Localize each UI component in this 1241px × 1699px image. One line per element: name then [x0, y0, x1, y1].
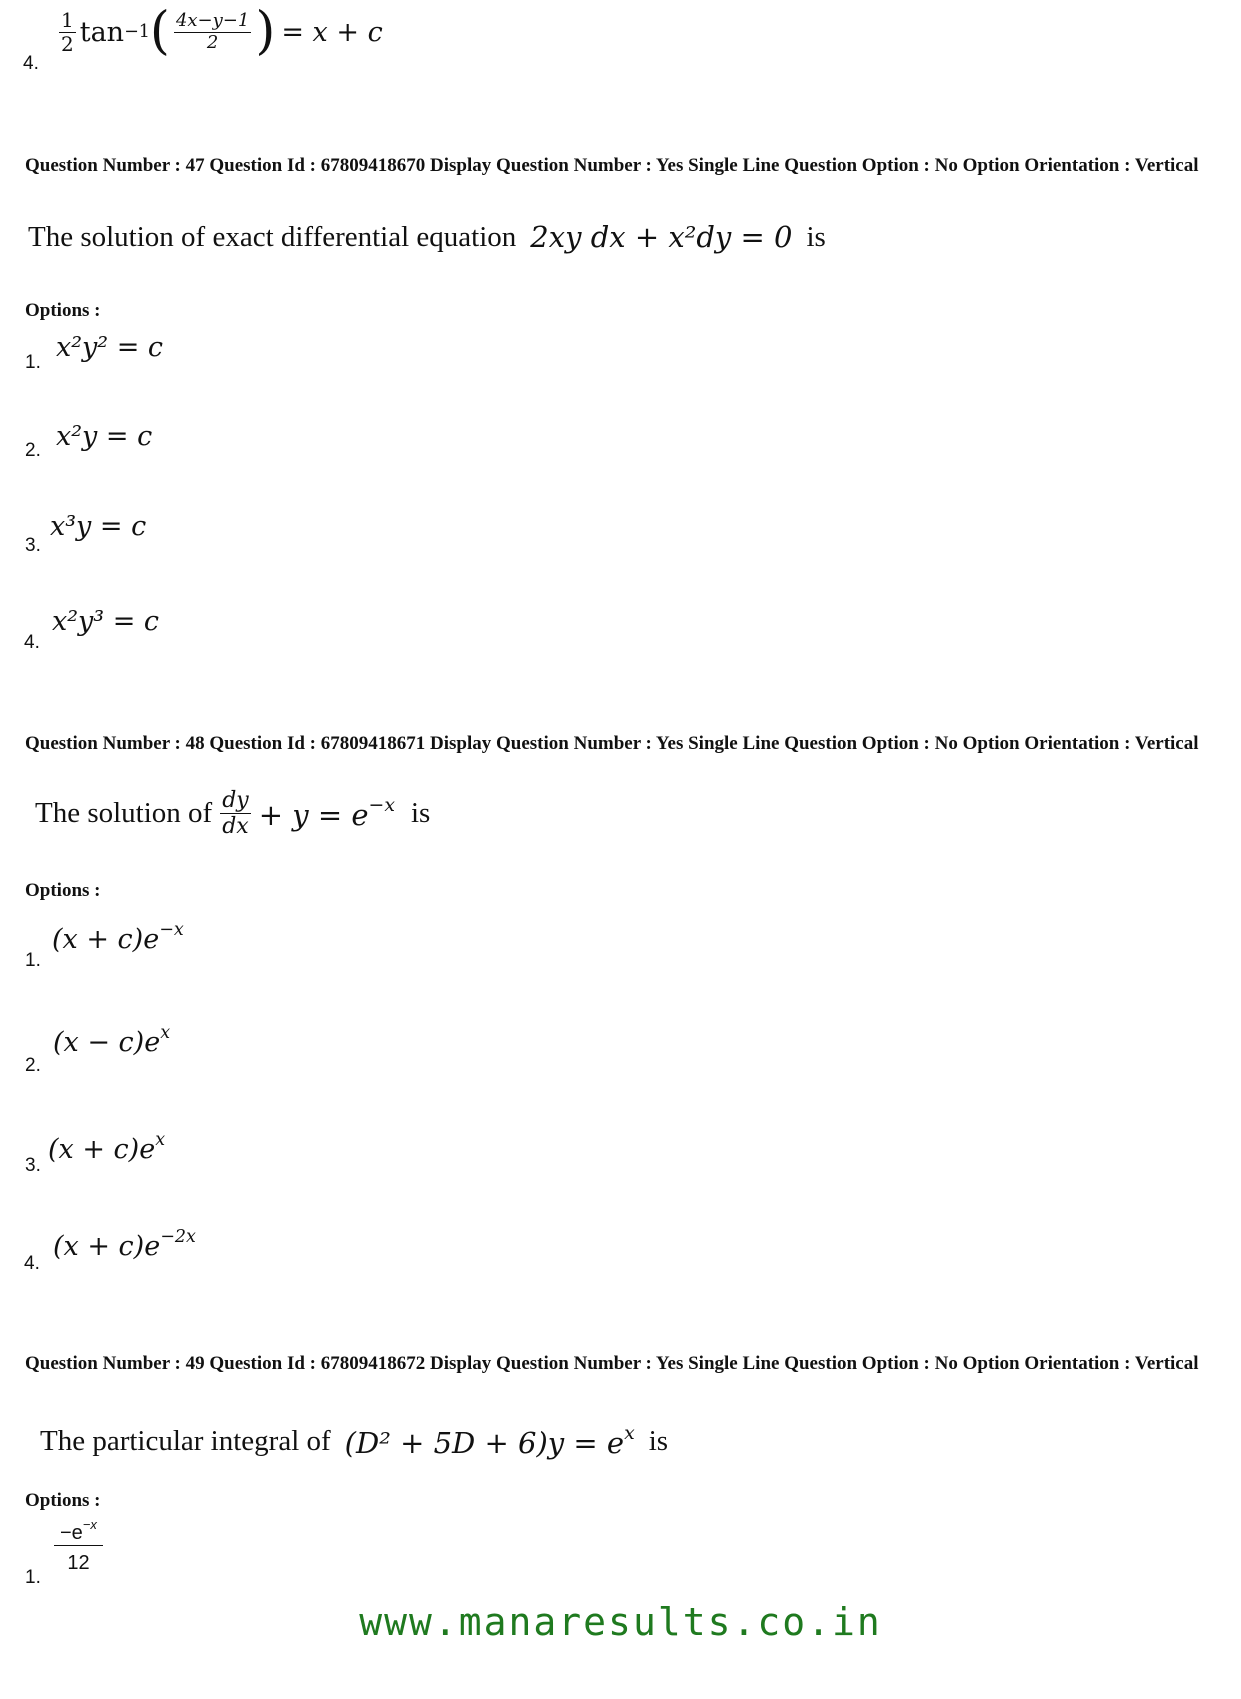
option-math: $(x - c)e^x$	[53, 1023, 171, 1059]
option-math: $\frac{1}{2}$ tan −1 ( $\frac{4x-y-1}{2}$ ) = x + c	[61, 1, 383, 62]
question-header: Question Number : 47 Question Id : 67809418670 Display Question Number : Yes Single Line Question Option : No Option Orientation : Vertical	[25, 155, 1199, 176]
question-text: The solution of $\frac{dy}{dx}$ + $y = e^{-x}$ is	[35, 788, 431, 840]
option-number: 3.	[25, 1155, 41, 1176]
option-math: $(x + c)e^{-x}$	[52, 920, 184, 956]
option-number: 4.	[24, 1253, 40, 1274]
option-number: 3.	[25, 535, 41, 556]
options-label: Options :	[25, 300, 101, 321]
option-math: x²y³ = c	[52, 606, 160, 637]
question-header: Question Number : 48 Question Id : 67809418671 Display Question Number : Yes Single Line Question Option : No Option Orientation : Vertical	[25, 733, 1199, 754]
option-number: 4.	[24, 632, 40, 653]
option-number: 1.	[25, 950, 41, 971]
question-text: The solution of exact differential equation 2xy dx + x²dy = 0 is	[28, 220, 826, 254]
option-math: $\frac{-e^{-x}}{12}$	[54, 1518, 103, 1575]
option-math: x³y = c	[50, 511, 147, 542]
option-number: 2.	[25, 440, 41, 461]
option-number: 1.	[25, 352, 41, 373]
options-label: Options :	[25, 880, 101, 901]
question-text: The particular integral of $(D^2 + 5D + 6)y = e^x$ is	[40, 1423, 669, 1461]
question-header: Question Number : 49 Question Id : 67809418672 Display Question Number : Yes Single Line Question Option : No Option Orientation : Vertical	[25, 1353, 1199, 1374]
option-math: x²y² = c	[56, 332, 164, 363]
option-number: 4.	[23, 53, 39, 74]
option-number: 2.	[25, 1055, 41, 1076]
site-watermark: www.manaresults.co.in	[359, 1600, 882, 1644]
option-math: $(x + c)e^{-2x}$	[53, 1227, 196, 1263]
option-math: x²y = c	[56, 421, 153, 452]
option-math: $(x + c)e^x$	[48, 1130, 166, 1166]
options-label: Options :	[25, 1490, 101, 1511]
option-number: 1.	[25, 1567, 41, 1588]
